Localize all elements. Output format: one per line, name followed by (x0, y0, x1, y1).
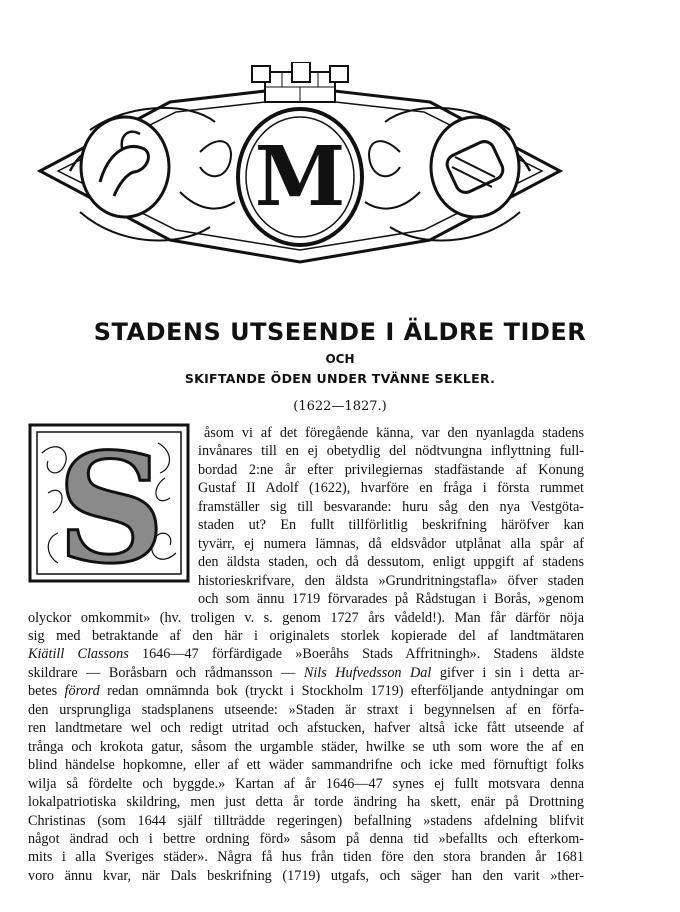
text-line: Kiätill Classons 1646—47 förfärdigade »Boeråhs Stads Affritningh». Stadens äldste (28, 646, 584, 663)
text-line: ren landtmetare wel och redigt utritad och afstucken, hafver altså icke fått utseende af (28, 720, 584, 737)
text-line: den äldsta staden, och då dessutom, enligt uppgift af stadens (198, 554, 584, 571)
text-line: wilja så fördelte och byggde.» Kartan af år 1646—47 synes ej fullt motsvara denna (28, 775, 584, 792)
chapter-title: STADENS UTSEENDE I ÄLDRE TIDER (93, 318, 587, 346)
text-line: olyckor omkommit» (hv. troligen v. s. genom 1727 års vådeld!). Man får därför nöja (28, 609, 584, 626)
text-line: lokalpatriotiska skildring, men just detta år torde ändring ha skett, enär på Drottning (28, 794, 584, 811)
text-line: Gustaf II Adolf (1622), hvarföre en fråga i första rummet (198, 480, 584, 497)
text-line: mits i alla Sveriges städer». Några få hus från tiden före den stora branden år 1681 (28, 849, 584, 866)
svg-text:M: M (254, 129, 346, 225)
text-line: Christinas (som 1644 själf tillträdde regeringen) befallning »stadens afdelning blifvit (28, 812, 584, 829)
text-line: åsom vi af det föregående känna, var den nyanlagda stadens (204, 425, 584, 441)
text-line: skildrare — Boråsbarn och rådmansson — Nils Hufvedsson Dal gifver i sin i detta ar- (28, 664, 584, 681)
ornamental-vignette-icon (30, 62, 570, 280)
svg-text:S: S (56, 423, 166, 583)
text-line: något ändrad och i bettre ordning förd» såsom på denna tid »befallts och efterkom- (28, 830, 584, 847)
text-line: bordad 2:ne år efter privilegiernas stadfästande af Konung (198, 461, 584, 478)
chapter-subtitle: SKIFTANDE ÖDEN UNDER TVÄNNE SEKLER. (184, 371, 496, 386)
body-text (28, 424, 584, 885)
chapter-connector: OCH (325, 352, 355, 366)
text-line: betes förord redan omnämnda bok (tryckt i Stockholm 1719) efterföljande antydningar om (28, 683, 585, 700)
text-line: sig med betraktande af den här i originalets storlek kopierade del af landtmätaren (28, 627, 584, 644)
text-line: framställer sig till besvarande: huru såg den nya Vestgöta- (198, 498, 584, 515)
text-line: staden ut? En fullt tillförlitlig beskrifning häröfver kan (198, 517, 584, 534)
text-line: den ursprungliga stadsplanens utseende: »Staden är straxt i begynnelsen af en förfa- (28, 701, 584, 718)
text-line: tyvärr, ej numera lämnas, då eldsvådor utplånat alla spår af (198, 535, 584, 552)
text-line: blind händelse hopkomne, eller af ett wäder sammandrifne och icke med förnuftigt folks (28, 757, 584, 774)
chapter-years: (1622—1827.) (293, 399, 387, 414)
text-line: invånares till en ej obetydlig del nödtvungna inflyttning full- (198, 443, 584, 460)
text-line: och som ännu 1719 förvarades på Rådstugan i Borås, »genom (198, 591, 584, 608)
text-line: historieskrifvare, den äldsta »Grundritningstafla» öfver staden (198, 572, 584, 589)
text-line: trånga och krokota gatur, såsom the urgamble städer, hwilke se uth som wore the af en (28, 738, 584, 755)
text-line: voro ännu kvar, när Dals beskrifning (1719) utgafs, och säger han den varit »ther- (28, 867, 584, 884)
